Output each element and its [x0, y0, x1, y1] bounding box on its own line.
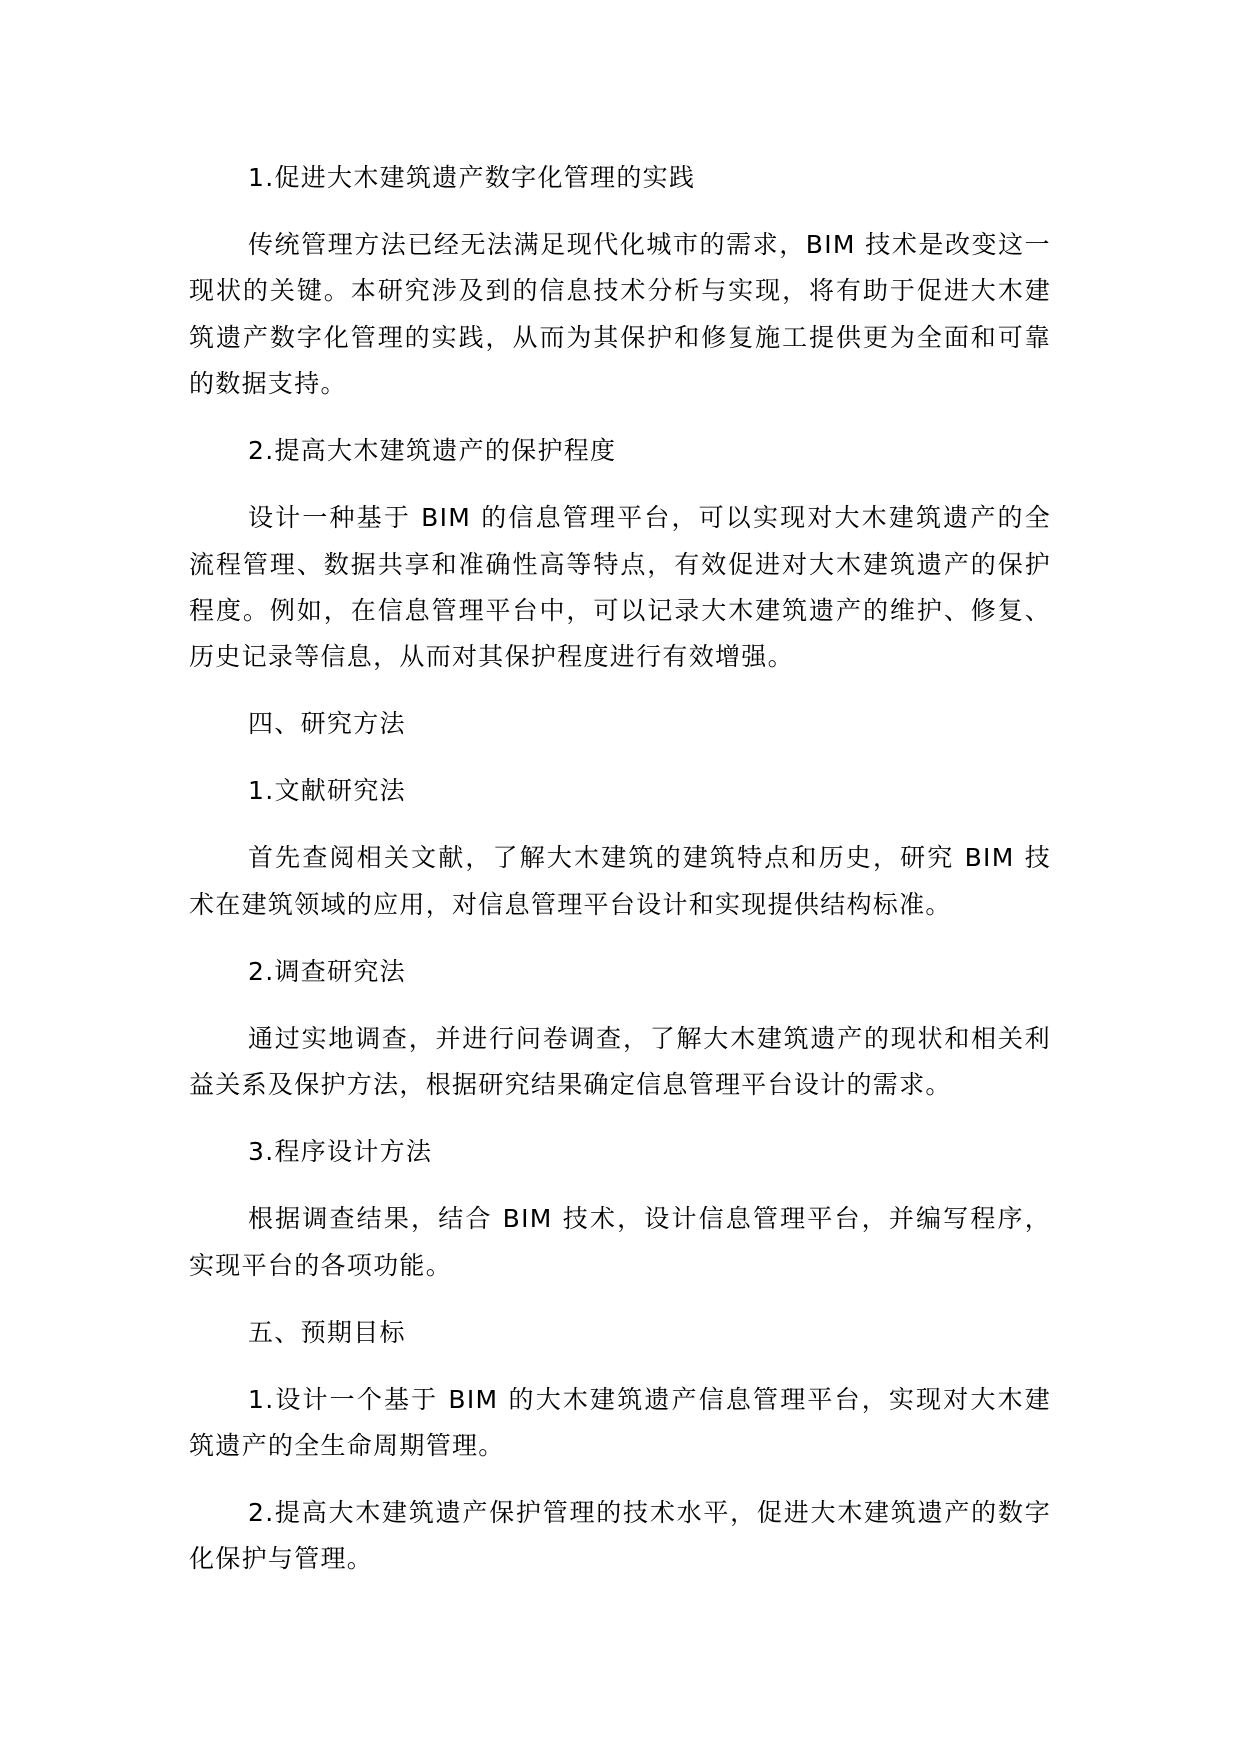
section-heading-protection-level: 2.提高大木建筑遗产的保护程度 [248, 436, 617, 466]
body-paragraph-protection-level: 设计一种基于 BIM 的信息管理平台，可以实现对大木建筑遗产的全流程管理、数据共享和准确性高等特点，有效促进对大木建筑遗产的保护程度。例如，在信息管理平台中，可以记录大木建筑遗产的维护、修复、历史记录等信息，从而对其保护程度进行有效增强。 [189, 503, 1051, 672]
chapter-heading-research-methods: 四、研究方法 [248, 709, 406, 739]
section-heading-literature-research: 1.文献研究法 [248, 776, 406, 806]
section-heading-digital-management: 1.促进大木建筑遗产数字化管理的实践 [248, 163, 696, 192]
chapter-heading-expected-goals: 五、预期目标 [248, 1317, 406, 1347]
goal-item-platform: 1.设计一个基于 BIM 的大木建筑遗产信息管理平台，实现对大木建筑遗产的全生命周期管理。 [189, 1384, 1051, 1461]
goal-item-technical-level: 2.提高大木建筑遗产保护管理的技术水平，促进大木建筑遗产的数字化保护与管理。 [189, 1498, 1051, 1574]
body-paragraph-survey-research: 通过实地调查，并进行问卷调查，了解大木建筑遗产的现状和相关利益关系及保护方法，根据研究结果确定信息管理平台设计的需求。 [189, 1023, 1051, 1100]
document-page [189, 155, 1051, 1603]
section-heading-survey-research: 2.调查研究法 [248, 956, 406, 986]
body-paragraph-digital-management: 传统管理方法已经无法满足现代化城市的需求，BIM 技术是改变这一现状的关键。本研究涉及到的信息技术分析与实现，将有助于促进大木建筑遗产数字化管理的实践，从而为其保护和修复施工提供更为全面和可靠的数据支持。 [189, 230, 1051, 399]
section-heading-program-design: 3.程序设计方法 [248, 1137, 433, 1167]
body-paragraph-literature-research: 首先查阅相关文献，了解大木建筑的建筑特点和历史，研究 BIM 技术在建筑领域的应用，对信息管理平台设计和实现提供结构标准。 [189, 843, 1051, 919]
body-paragraph-program-design: 根据调查结果，结合 BIM 技术，设计信息管理平台，并编写程序，实现平台的各项功能。 [189, 1204, 1051, 1280]
